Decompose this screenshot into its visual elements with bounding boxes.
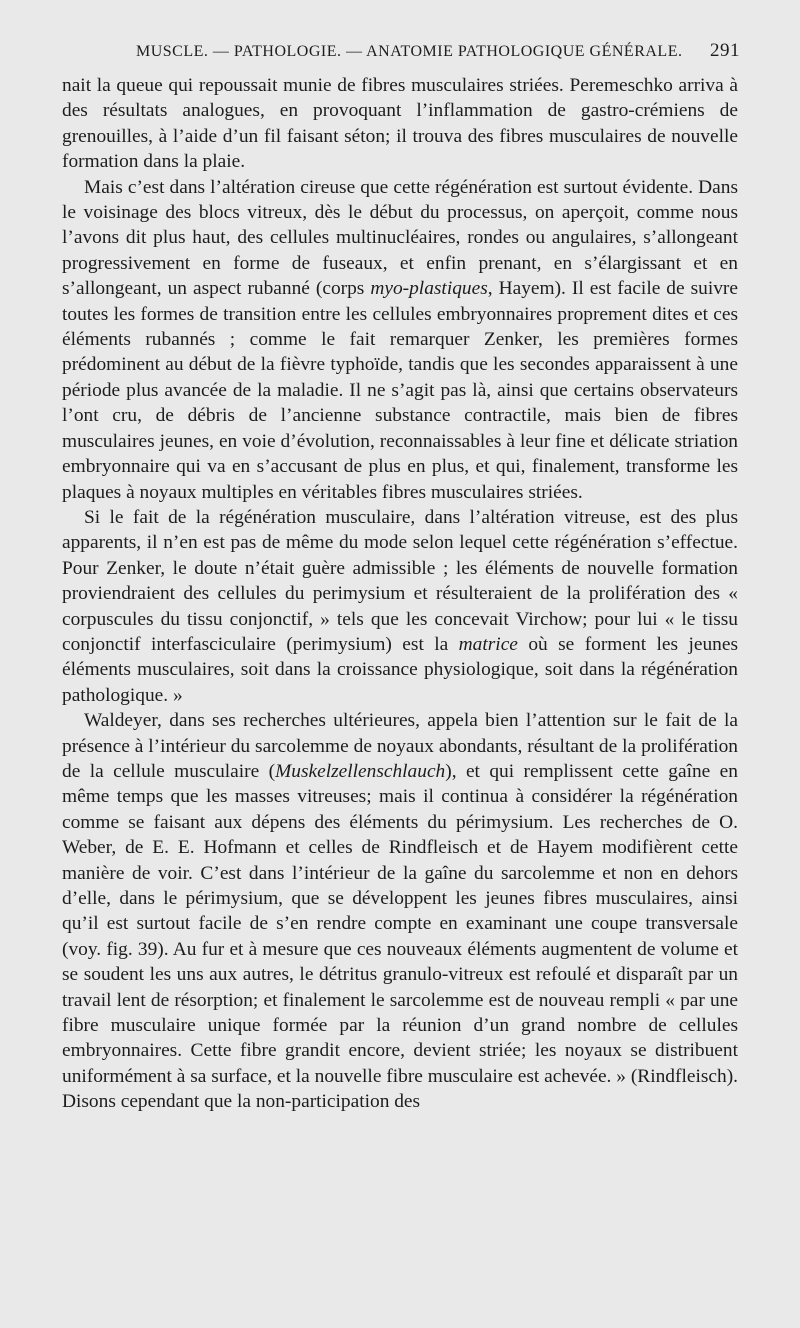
- paragraph: [62, 708, 738, 1115]
- text-run: , Hayem). Il est facile de suivre toutes les formes de transition entre les cellules embryonnaires proprement dites et ces éléments rubannés ; comme le fait remarquer Zenker, les premières formes prédominent au début de la fièvre typhoïde, tandis que les secondes apparaissent à une période plus avancée de la maladie. Il ne s’agit pas là, ainsi que certains observateurs l’ont cru, de débris de l’ancienne substance contractile, mais bien de fibres musculaires jeunes, en voie d’évolution, reconnaissables à leur fine et délicate striation embryonnaire qui va en s’accusant de plus en plus, et qui, finalement, transforme les plaques à noyaux multiples en véritables fibres musculaires striées.: [62, 278, 738, 503]
- italic-term: Muskelzellenschlauch: [275, 760, 446, 782]
- running-header: [136, 40, 740, 68]
- italic-term: matrice: [458, 633, 518, 655]
- text-run: où se forment les jeunes éléments musculaires, soit dans la croissance physiologique, soit dans la régénération pathologique. »: [62, 633, 738, 706]
- text-run: Waldeyer, dans ses recherches ultérieures, appela bien l’attention sur le fait de la présence à l’intérieur du sarcolemme de noyaux abondants, résultant de la prolifération de la cellule musculaire (: [62, 710, 738, 782]
- paragraph: [62, 175, 738, 505]
- text-run: nait la queue qui repoussait munie de fibres musculaires striées. Peremeschko arriva à des résultats analogues, en provoquant l’inflammation de gastro-crémiens de grenouilles, à l’aide d’un fil faisant séton; il trouva des fibres musculaires de nouvelle formation dans la plaie.: [62, 75, 738, 173]
- italic-term: myo-plastiques: [370, 278, 488, 300]
- paragraph: [62, 505, 738, 708]
- paragraph: [62, 73, 738, 175]
- body-text: [62, 73, 738, 1115]
- text-run: Mais c’est dans l’altération cireuse que cette régénération est surtout évidente. Dans le voisinage des blocs vitreux, dès le début du processus, on aperçoit, comme nous l’avons dit plus haut, des cellules multinucléaires, rondes ou angulaires, s’allongeant progressivement en forme de fuseaux, et enfin prenant, en s’élargissant et en s’allongeant, un aspect rubanné (corps: [62, 176, 738, 300]
- text-run: Si le fait de la régénération musculaire, dans l’altération vitreuse, est des plus apparents, il n’en est pas de même du mode selon lequel cette régénération s’effectue. Pour Zenker, le doute n’était guère admissible ; les éléments de nouvelle formation proviendraient des cellules du perimysium et résulteraient de la prolifération des « corpuscules du tissu conjonctif, » tels que les concevait Virchow; pour lui « le tissu conjonctif interfasciculaire (perimysium) est la: [62, 506, 738, 655]
- text-run: ), et qui remplissent cette gaîne en même temps que les masses vitreuses; mais il continua à considérer la régénération comme se faisant aux dépens des éléments du périmysium. Les recherches de O. Weber, de E. E. Hofmann et celles de Rindfleisch et de Hayem modifièrent cette manière de voir. C’est dans l’intérieur de la gaîne du sarcolemme et non en dehors d’elle, dans le périmysium, que se développent les jeunes fibres musculaires, ainsi qu’il est surtout facile de s’en rendre compte en examinant une coupe transversale (voy. fig. 39). Au fur et à mesure que ces nouveaux éléments augmentent de volume et se soudent les uns aux autres, le détritus granulo-vitreux est refoulé et disparaît par un travail lent de résorption; et finalement le sarcolemme est de nouveau rempli « par une fibre musculaire unique formée par la réunion d’un grand nombre de cellules embryonnaires. Cette fibre grandit encore, devient striée; les noyaux se distribuent uniformément à sa surface, et la nouvelle fibre musculaire est achevée. » (Rindfleisch). Disons cependant que la non-participation des: [62, 760, 738, 1113]
- page-number: 291: [710, 40, 740, 61]
- running-title: MUSCLE. — PATHOLOGIE. — ANATOMIE PATHOLOGIQUE GÉNÉRALE.: [136, 43, 683, 60]
